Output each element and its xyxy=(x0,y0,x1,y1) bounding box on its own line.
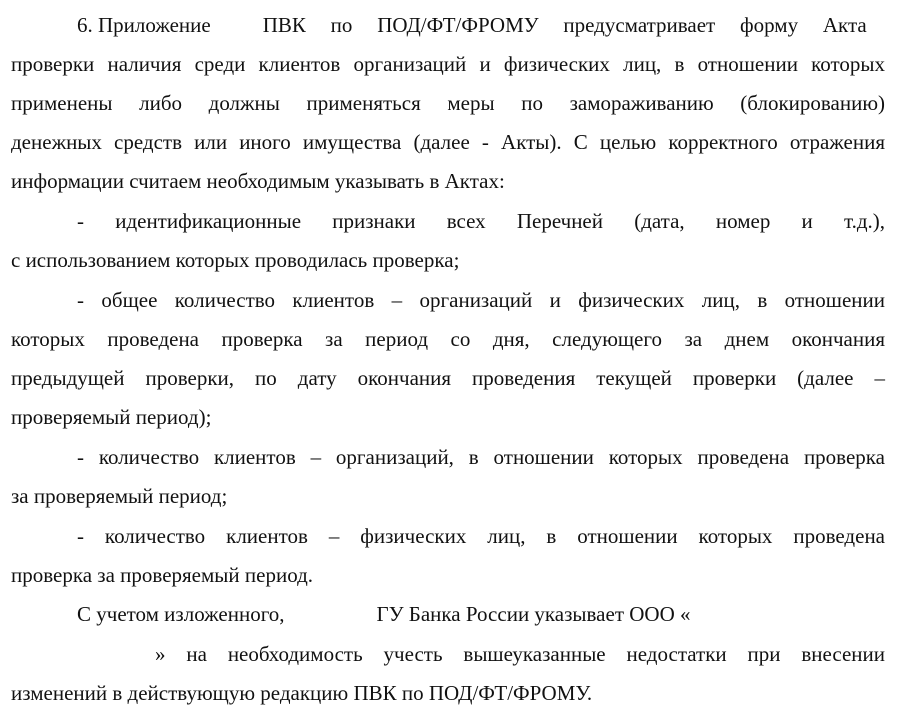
bullet2-line3: предыдущей проверки, по дату окончания проведения текущей проверки (далее – xyxy=(11,366,885,390)
para1-line1 xyxy=(77,10,885,40)
bullet1-line1: - идентификационные признаки всех Перечней (дата, номер и т.д.), xyxy=(77,209,885,233)
closing-line1-start: С учетом изложенного, xyxy=(77,602,285,626)
para1-line4: денежных средств или иного имущества (далее - Акты). С целью корректного отражения xyxy=(11,130,885,154)
closing-line1 xyxy=(77,599,885,629)
bullet2-line2: которых проведена проверка за период со дня, следующего за днем окончания xyxy=(11,327,885,351)
para1-line2: проверки наличия среди клиентов организаций и физических лиц, в отношении которых xyxy=(11,52,885,76)
bullet4-line1: - количество клиентов – физических лиц, в отношении которых проведена xyxy=(77,524,885,548)
closing-line3: изменений в действующую редакцию ПВК по ПОД/ФТ/ФРОМУ. xyxy=(11,681,593,705)
para1-line3: применены либо должны применяться меры по замораживанию (блокированию) xyxy=(11,91,885,115)
para1-line1-start: 6. Приложение xyxy=(77,13,211,37)
bullet1-line2: с использованием которых проводилась проверка; xyxy=(11,248,460,272)
bullet2-line1: - общее количество клиентов – организаций и физических лиц, в отношении xyxy=(77,288,885,312)
bullet3-line2: за проверяемый период; xyxy=(11,484,228,508)
bullet4-line2: проверка за проверяемый период. xyxy=(11,563,314,587)
closing-line1-end: ГУ Банка России указывает ООО « xyxy=(376,602,691,626)
bullet2-line4: проверяемый период); xyxy=(11,405,212,429)
bullet3-line1: - количество клиентов – организаций, в отношении которых проведена проверка xyxy=(77,445,885,469)
para1-line1-end: ПВК по ПОД/ФТ/ФРОМУ предусматривает форму Акта xyxy=(262,13,867,37)
closing-line2: » на необходимость учесть вышеуказанные недостатки при внесении xyxy=(155,642,885,666)
para1-line5: информации считаем необходимым указывать в Актах: xyxy=(11,169,505,193)
